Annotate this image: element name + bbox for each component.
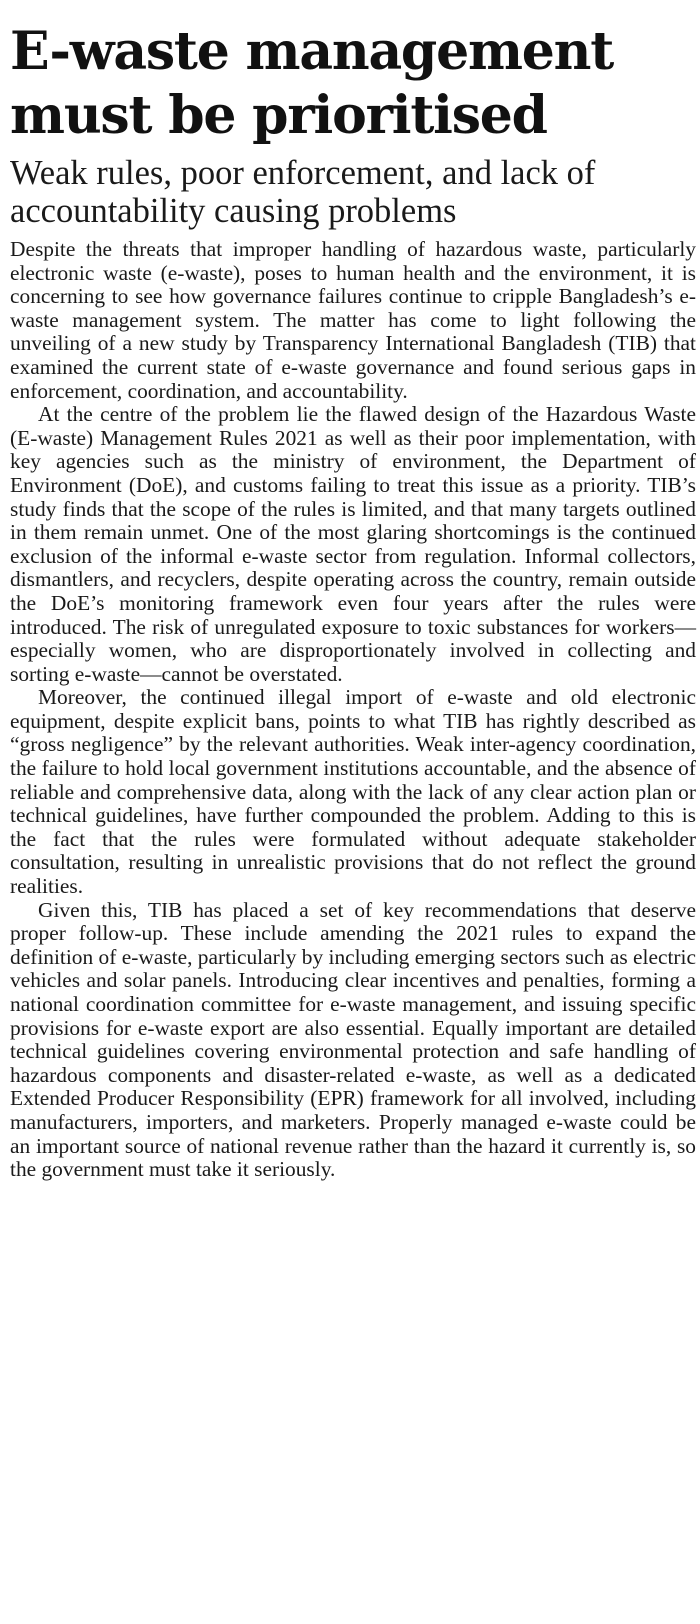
article-headline: E-waste management must be prioritised <box>10 21 614 146</box>
article-subheadline: Weak rules, poor enforcement, and lack of accountability causing problems <box>10 154 596 230</box>
body-paragraph: Despite the threats that improper handling of hazardous waste, particularly electronic waste (e-waste), poses to human health and the environment, it is concerning to see how governance failures continue to cripple Bangladesh’s e-waste management system. The matter has come to light following the unveiling of a new study by Transparency International Bangladesh (TIB) that examined the current state of e-waste governance and found serious gaps in enforcement, coordination, and accountability. <box>10 237 696 403</box>
body-paragraph: Moreover, the continued illegal import of e-waste and old electronic equipment, despite explicit bans, points to what TIB has rightly described as “gross negligence” by the relevant authorities. Weak inter-agency coordination, the failure to hold local government institutions accountable, and the absence of reliable and comprehensive data, along with the lack of any clear action plan or technical guidelines, have further compounded the problem. Adding to this is the fact that the rules were formulated without adequate stakeholder consultation, resulting in unrealistic provisions that do not reflect the ground realities. <box>10 685 696 899</box>
body-paragraph: Given this, TIB has placed a set of key recommendations that deserve proper follow-up. These include amending the 2021 rules to expand the definition of e-waste, particularly by including emerging sectors such as electric vehicles and solar panels. Introducing clear incentives and penalties, forming a national coordination committee for e-waste management, and issuing specific provisions for e-waste export are also essential. Equally important are detailed technical guidelines covering environmental protection and safe handling of hazardous components and disaster-related e-waste, as well as a dedicated Extended Producer Responsibility (EPR) framework for all involved, including manufacturers, importers, and marketers. Properly managed e-waste could be an important source of national revenue rather than the hazard it currently is, so the government must take it seriously. <box>10 897 696 1182</box>
body-paragraph: At the centre of the problem lie the flawed design of the Hazardous Waste (E-waste) Management Rules 2021 as well as their poor implementation, with key agencies such as the ministry of environment, the Department of Environment (DoE), and customs failing to treat this issue as a priority. TIB’s study finds that the scope of the rules is limited, and that many targets outlined in them remain unmet. One of the most glaring shortcomings is the continued exclusion of the informal e-waste sector from regulation. Informal collectors, dismantlers, and recyclers, despite operating across the country, remain outside the DoE’s monitoring framework even four years after the rules were introduced. The risk of unregulated exposure to toxic substances for workers—especially women, who are disproportionately involved in collecting and sorting e-waste—cannot be overstated. <box>10 402 696 686</box>
editorial-article <box>10 20 696 1182</box>
article-body <box>10 238 696 1182</box>
